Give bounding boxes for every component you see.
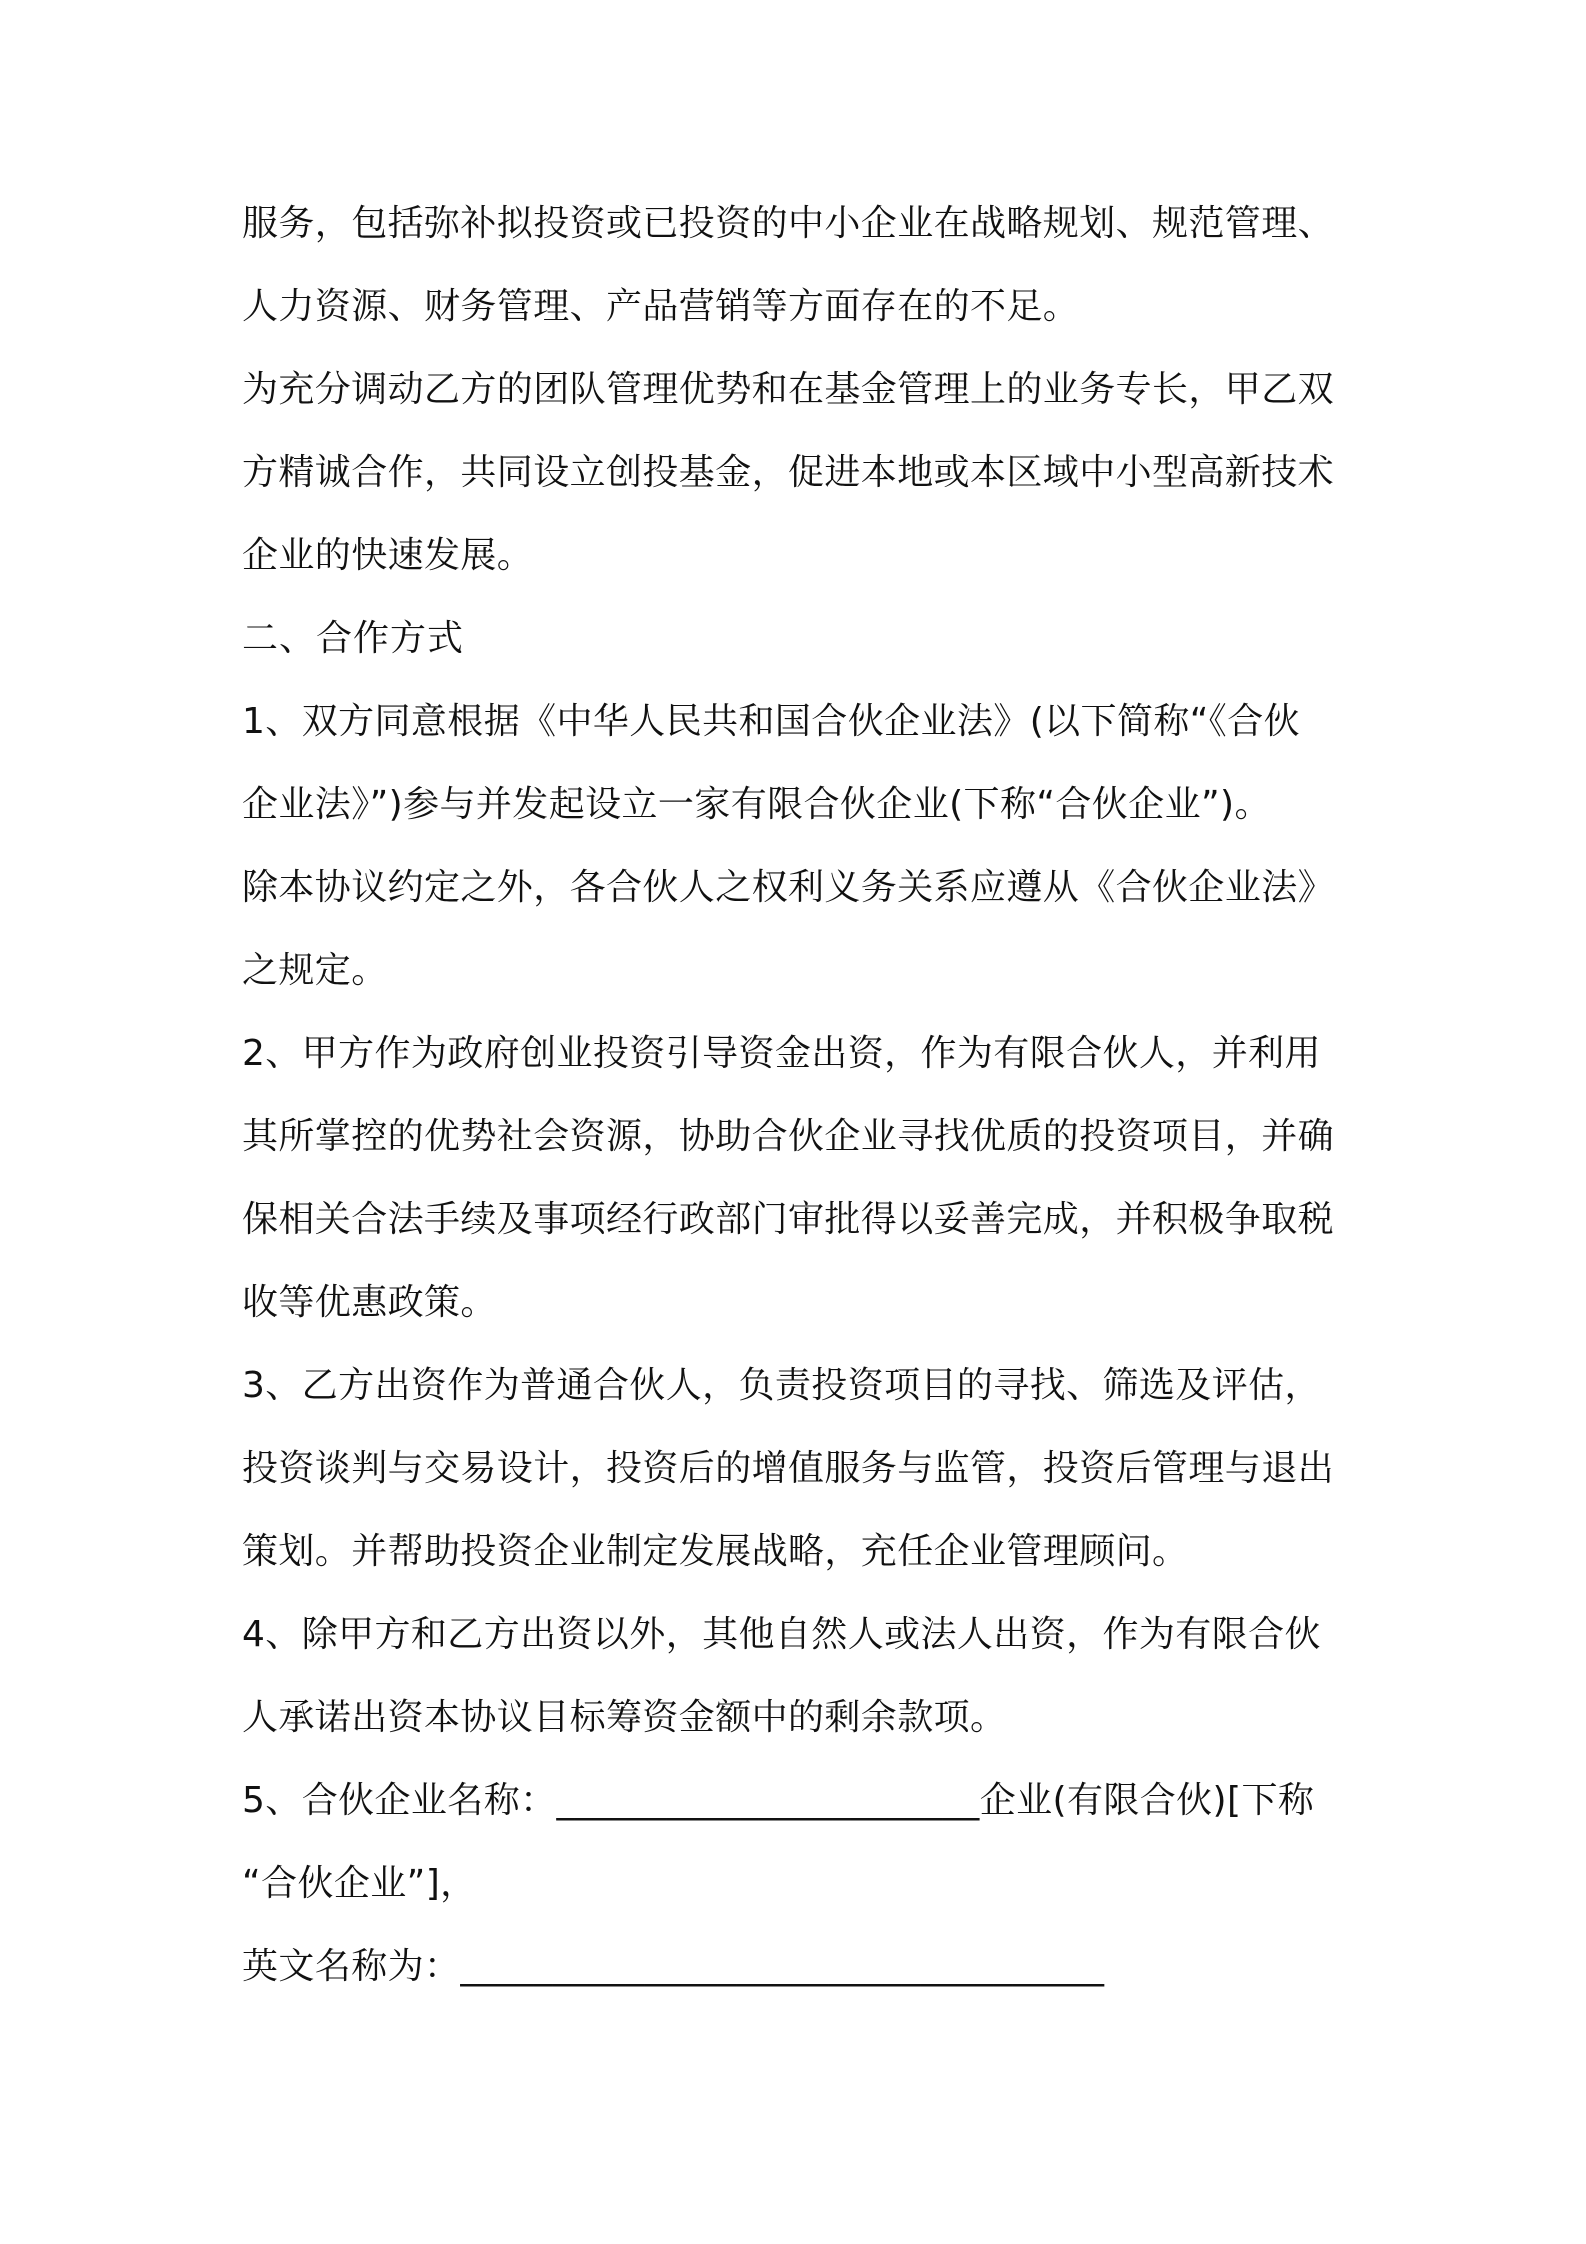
paragraph-line: 人承诺出资本协议目标筹资金额中的剩余款项。 — [242, 1697, 1007, 1738]
document-body — [242, 202, 1352, 2028]
paragraph-line: 投资谈判与交易设计，投资后的增值服务与监管，投资后管理与退出 — [242, 1448, 1335, 1489]
paragraph-line: 保相关合法手续及事项经行政部门审批得以妥善完成，并积极争取税 — [242, 1199, 1335, 1240]
paragraph-line: 除本协议约定之外，各合伙人之权利义务关系应遵从《合伙企业法》 — [242, 867, 1335, 908]
paragraph-line: 方精诚合作，共同设立创投基金，促进本地或本区域中小型高新技术 — [242, 452, 1335, 493]
paragraph-line: 4、除甲方和乙方出资以外，其他自然人或法人出资，作为有限合伙 — [242, 1614, 1321, 1655]
paragraph-line: 3、乙方出资作为普通合伙人，负责投资项目的寻找、筛选及评估， — [242, 1365, 1321, 1406]
section-heading: 二、合作方式 — [242, 618, 465, 659]
paragraph-line: 之规定。 — [242, 950, 388, 991]
paragraph-line: 1、双方同意根据《中华人民共和国合伙企业法》(以下简称“《合伙 — [242, 701, 1300, 742]
paragraph-line: 人力资源、财务管理、产品营销等方面存在的不足。 — [242, 286, 1080, 327]
paragraph-line: 为充分调动乙方的团队管理优势和在基金管理上的业务专长，甲乙双 — [242, 369, 1335, 410]
paragraph-line: 其所掌控的优势社会资源，协助合伙企业寻找优质的投资项目，并确 — [242, 1116, 1335, 1157]
paragraph-line: 2、甲方作为政府创业投资引导资金出资，作为有限合伙人，并利用 — [242, 1033, 1321, 1074]
paragraph-line: 收等优惠政策。 — [242, 1282, 497, 1323]
paragraph-line: 企业的快速发展。 — [242, 535, 534, 576]
paragraph-line: 企业法》”)参与并发起设立一家有限合伙企业(下称“合伙企业”)。 — [242, 784, 1271, 825]
paragraph-line: 5、合伙企业名称：_______________________企业(有限合伙)[下称 — [242, 1780, 1315, 1821]
paragraph-line: 服务，包括弥补拟投资或已投资的中小企业在战略规划、规范管理、 — [242, 203, 1335, 244]
paragraph-line: “合伙企业”]， — [242, 1863, 477, 1904]
paragraph-line: 策划。并帮助投资企业制定发展战略，充任企业管理顾问。 — [242, 1531, 1189, 1572]
paragraph-line: 英文名称为：___________________________________ — [242, 1946, 1105, 1987]
